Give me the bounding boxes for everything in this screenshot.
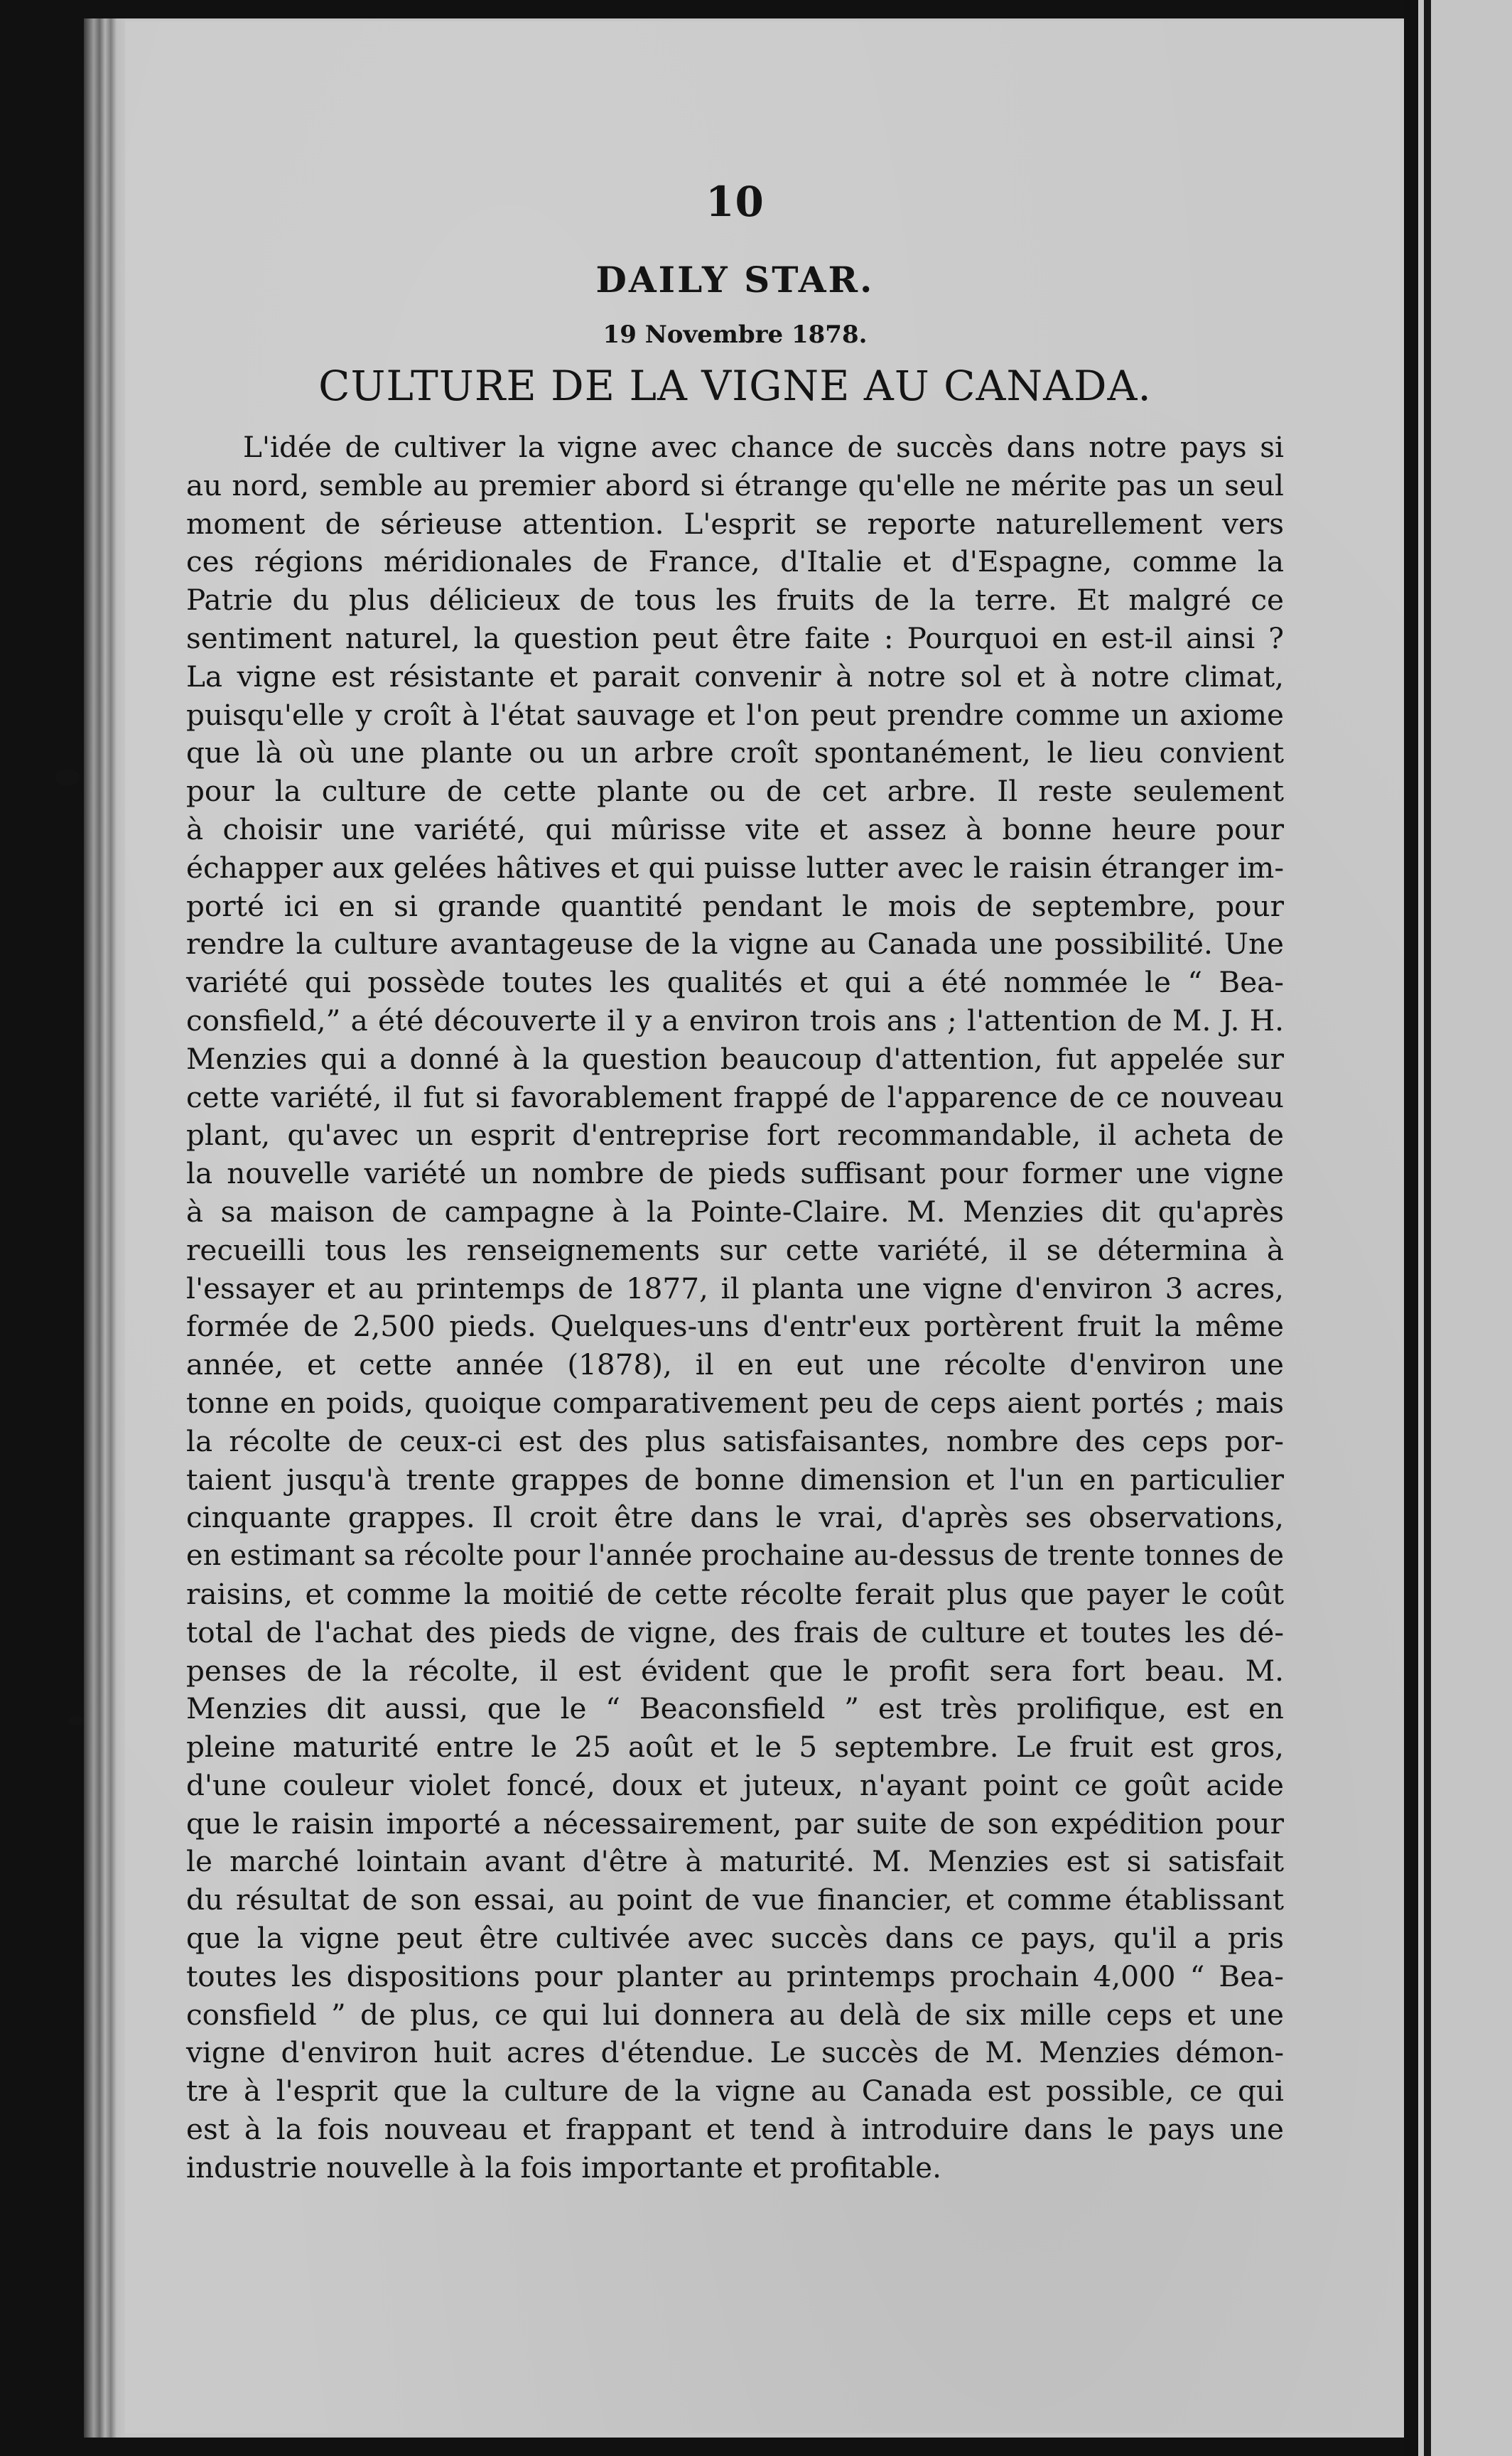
article-line: puisqu'elle y croît à l'état sauvage et l'on peut prendre comme un axiome (186, 697, 1284, 732)
article-line: tonne en poids, quoique comparativement peu de ceps aient portés ; mais (186, 1385, 1284, 1420)
article-line: pleine maturité entre le 25 août et le 5 septembre. Le fruit est gros, (186, 1730, 1284, 1765)
article-line: raisins, et comme la moitié de cette récolte ferait plus que payer le coût (186, 1576, 1284, 1611)
article-line: plant, qu'avec un esprit d'entreprise fort recommandable, il acheta de (186, 1118, 1284, 1153)
article-line: que là où une plante ou un arbre croît spontanément, le lieu convient (186, 736, 1284, 770)
page-number: 10 (706, 178, 765, 226)
article-line: vigne d'environ huit acres d'étendue. Le succès de M. Menzies démon- (186, 2035, 1284, 2070)
article-line: au nord, semble au premier abord si étrange qu'elle ne mérite pas un seul (186, 468, 1284, 502)
article-line: recueilli tous les renseignements sur cette variété, il se détermina à (186, 1232, 1284, 1267)
article-line: Patrie du plus délicieux de tous les fruits de la terre. Et malgré ce (186, 583, 1284, 618)
article-line: Menzies qui a donné à la question beaucoup d'attention, fut appelée sur (186, 1041, 1284, 1076)
article-line: consfield,” a été découverte il y a environ trois ans ; l'attention de M. J. H. (186, 1003, 1284, 1038)
article-line: total de l'achat des pieds de vigne, des frais de culture et toutes les dé- (186, 1615, 1284, 1649)
article-line: d'une couleur violet foncé, doux et juteux, n'ayant point ce goût acide (186, 1767, 1284, 1802)
article-line: pour la culture de cette plante ou de cet arbre. Il reste seulement (186, 774, 1284, 809)
article-line: sentiment naturel, la question peut être faite : Pourquoi en est-il ainsi ? (186, 620, 1284, 655)
article-line: l'essayer et au printemps de 1877, il planta une vigne d'environ 3 acres, (186, 1271, 1284, 1305)
article-line: taient jusqu'à trente grappes de bonne dimension et l'un en particulier (186, 1462, 1284, 1497)
article-line: à sa maison de campagne à la Pointe-Claire. M. Menzies dit qu'après (186, 1194, 1284, 1229)
article-headline: CULTURE DE LA VIGNE AU CANADA. (318, 362, 1152, 410)
article-line: année, et cette année (1878), il en eut une récolte d'environ une (186, 1347, 1284, 1382)
scan-speck-lower-left (68, 1716, 84, 1725)
article-line: moment de sérieuse attention. L'esprit se reporte naturellement vers (186, 506, 1284, 541)
article-line: tre à l'esprit que la culture de la vigne au Canada est possible, ce qui (186, 2074, 1284, 2108)
article-line: formée de 2,500 pieds. Quelques-uns d'entr'eux portèrent fruit la même (186, 1309, 1284, 1344)
article-line: la récolte de ceux-ci est des plus satisfaisantes, nombre des ceps por- (186, 1423, 1284, 1458)
article-line: industrie nouvelle à la fois importante et profitable. (186, 2150, 941, 2185)
article-line: penses de la récolte, il est évident que le profit sera fort beau. M. (186, 1653, 1284, 1688)
facing-page-rule (1424, 0, 1431, 2456)
article-line: que la vigne peut être cultivée avec succès dans ce pays, qu'il a pris (186, 1921, 1284, 1956)
article-line: variété qui possède toutes les qualités et qui a été nommée le “ Bea- (186, 965, 1284, 1000)
article-line: La vigne est résistante et parait convenir à notre sol et à notre climat, (186, 659, 1284, 694)
article-line: toutes les dispositions pour planter au printemps prochain 4,000 “ Bea- (186, 1959, 1284, 1993)
article-line: à choisir une variété, qui mûrisse vite et assez à bonne heure pour (186, 812, 1284, 846)
article-line: porté ici en si grande quantité pendant le mois de septembre, pour (186, 888, 1284, 923)
facing-page-margin (1418, 0, 1512, 2456)
article-date: 19 Novembre 1878. (603, 321, 868, 349)
article-line: L'idée de cultiver la vigne avec chance de succès dans notre pays si (243, 430, 1284, 464)
article-line: la nouvelle variété un nombre de pieds suffisant pour former une vigne (186, 1156, 1284, 1191)
article-line: que le raisin importé a nécessairement, par suite de son expédition pour (186, 1806, 1284, 1841)
document-content (186, 178, 1284, 2187)
newspaper-masthead: DAILY STAR. (595, 259, 875, 301)
article-body (186, 429, 1284, 2187)
article-line: est à la fois nouveau et frappant et tend à introduire dans le pays une (186, 2112, 1284, 2147)
article-line: le marché lointain avant d'être à maturité. M. Menzies est si satisfait (186, 1844, 1284, 1879)
gutter-shadow (1404, 0, 1418, 2456)
article-line: Menzies dit aussi, que le “ Beaconsfield ” est très prolifique, est en (186, 1691, 1284, 1726)
article-line: échapper aux gelées hâtives et qui puisse lutter avec le raisin étranger im- (186, 850, 1284, 885)
article-line: cinquante grappes. Il croit être dans le vrai, d'après ses observations, (186, 1500, 1284, 1535)
scan-speck-left (55, 769, 80, 786)
article-line: consfield ” de plus, ce qui lui donnera au delà de six mille ceps et une (186, 1997, 1284, 2032)
article-line: ces régions méridionales de France, d'Italie et d'Espagne, comme la (186, 544, 1284, 579)
article-line: rendre la culture avantageuse de la vigne au Canada une possibilité. Une (186, 927, 1284, 962)
article-line: en estimant sa récolte pour l'année prochaine au-dessus de trente tonnes de (186, 1539, 1284, 1573)
article-line: cette variété, il fut si favorablement frappé de l'apparence de ce nouveau (186, 1079, 1284, 1114)
article-line: du résultat de son essai, au point de vue financier, et comme établissant (186, 1883, 1284, 1917)
